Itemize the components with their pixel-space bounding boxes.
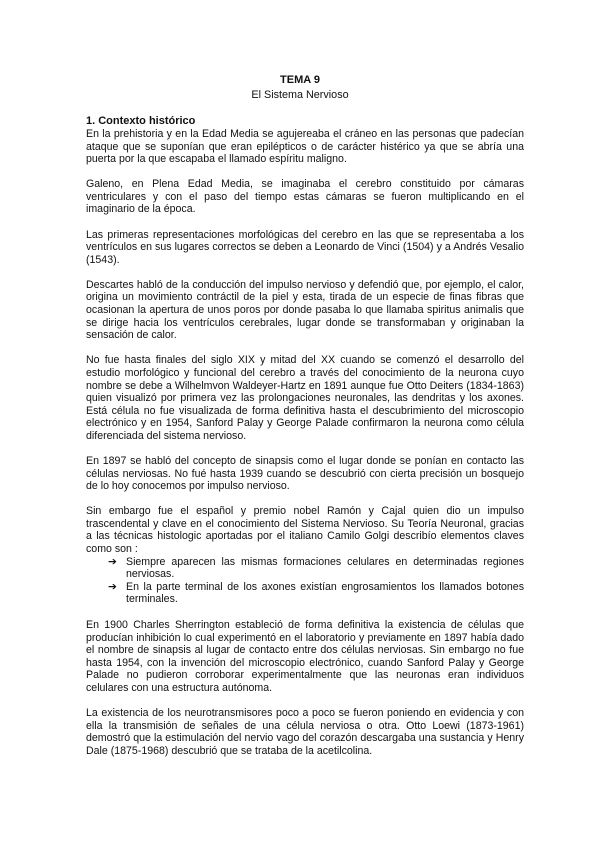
arrow-right-icon: ➔ — [108, 555, 117, 568]
document-body — [86, 115, 524, 770]
paragraph: Las primeras representaciones morfológicas del cerebro en las que se representaba a los ventrículos en sus lugares correctos se deben a Leonardo de Vinci (1504) y a Andrés Vesalio (1543). — [86, 228, 524, 266]
document-title: TEMA 9 — [280, 74, 320, 86]
paragraph: La existencia de los neurotransmisores poco a poco se fueron poniendo en evidencia y con ella la transmisión de señales de una célula nerviosa o otra. Otto Loewi (1873-1961) demostró que la estimulación del nervio vago del corazón descargaba una sustancia y Henry Dale (1875-1968) descubrió que se trataba de la acetilcolina. — [86, 707, 524, 757]
paragraph: Sin embargo fue el español y premio nobel Ramón y Cajal quien dio un impulso trascendental y clave en el conocimiento del Sistema Nervioso. Su Teoría Neuronal, gracias a las técnicas histologic aportadas por el italiano Camilo Golgi describío elementos claves como son : — [86, 505, 524, 556]
bullet-list — [86, 556, 524, 606]
paragraph: No fue hasta finales del siglo XIX y mitad del XX cuando se comenzó el desarrollo del estudio morfológico y funcional del cerebro a través del conocimiento de la neurona cuyo nombre se debe a Wilhelmvon Waldeyer-Hartz en 1891 aunque fue Otto Deiters (1834-1863) quien visualizó por primera vez las prolongaciones neuronales, las dendritas y los axones. Está célula no fue visualizada de forma definitiva hasta el descubrimiento del microscopio electrónico y en 1954, Sanford Palay y George Palade confirmaron la neurona como célula diferenciada del sistema nervioso. — [86, 354, 524, 442]
list-item-text: En la parte terminal de los axones existían engrosamientos los llamados botones terminales. — [126, 580, 524, 606]
paragraph: Descartes habló de la conducción del impulso nervioso y defendió que, por ejemplo, el calor, origina un movimiento contráctil de la piel y esta, tirada de un especie de finas fibras que ocasionan la apertura de unos poros por donde pasaba lo que llamaba spiritus animalis que se dirige hacia los ventrículos cerebrales, lugar donde se transformaban y originaban la sensación de calor. — [86, 278, 524, 342]
arrow-right-icon: ➔ — [108, 580, 117, 593]
section-heading: 1. Contexto histórico — [86, 115, 196, 127]
paragraph: Galeno, en Plena Edad Media, se imaginaba el cerebro constituido por cámaras ventriculares y con el paso del tiempo estas cámaras se fueron multiplicando en el imaginario de la época. — [86, 178, 524, 216]
paragraph: En la prehistoria y en la Edad Media se agujereaba el cráneo en las personas que padecían ataque que se suponían que eran epilépticos o de carácter histérico ya que se abría una puerta por la que escapaba el llamado espíritu maligno. — [86, 128, 524, 166]
list-item — [108, 581, 524, 606]
list-item-text: Siempre aparecen las mismas formaciones celulares en determinadas regiones nerviosas. — [126, 555, 524, 581]
document-subtitle: El Sistema Nervioso — [251, 89, 349, 101]
paragraph: En 1897 se habló del concepto de sinapsis como el lugar donde se ponían en contacto las células nerviosas. No fué hasta 1939 cuando se descubrió con cierta precisión un bosquejo de lo hoy conocemos por impulso nervioso. — [86, 454, 524, 493]
paragraph: En 1900 Charles Sherrington estableció de forma definitiva la existencia de células que producían inhibición lo cual experimentó en el laboratorio y previamente en 1897 había dado el nombre de sinapsis al lugar de contacto entre dos células nerviosas. Sin embargo no fue hasta 1954, con la invención del microscopio electrónico, cuando Sanford Palay y George Palade no pudieron corroborar experimentalmente que las neuronas eran individuos celulares con una estructura autónoma. — [86, 619, 524, 694]
list-item — [108, 556, 524, 581]
